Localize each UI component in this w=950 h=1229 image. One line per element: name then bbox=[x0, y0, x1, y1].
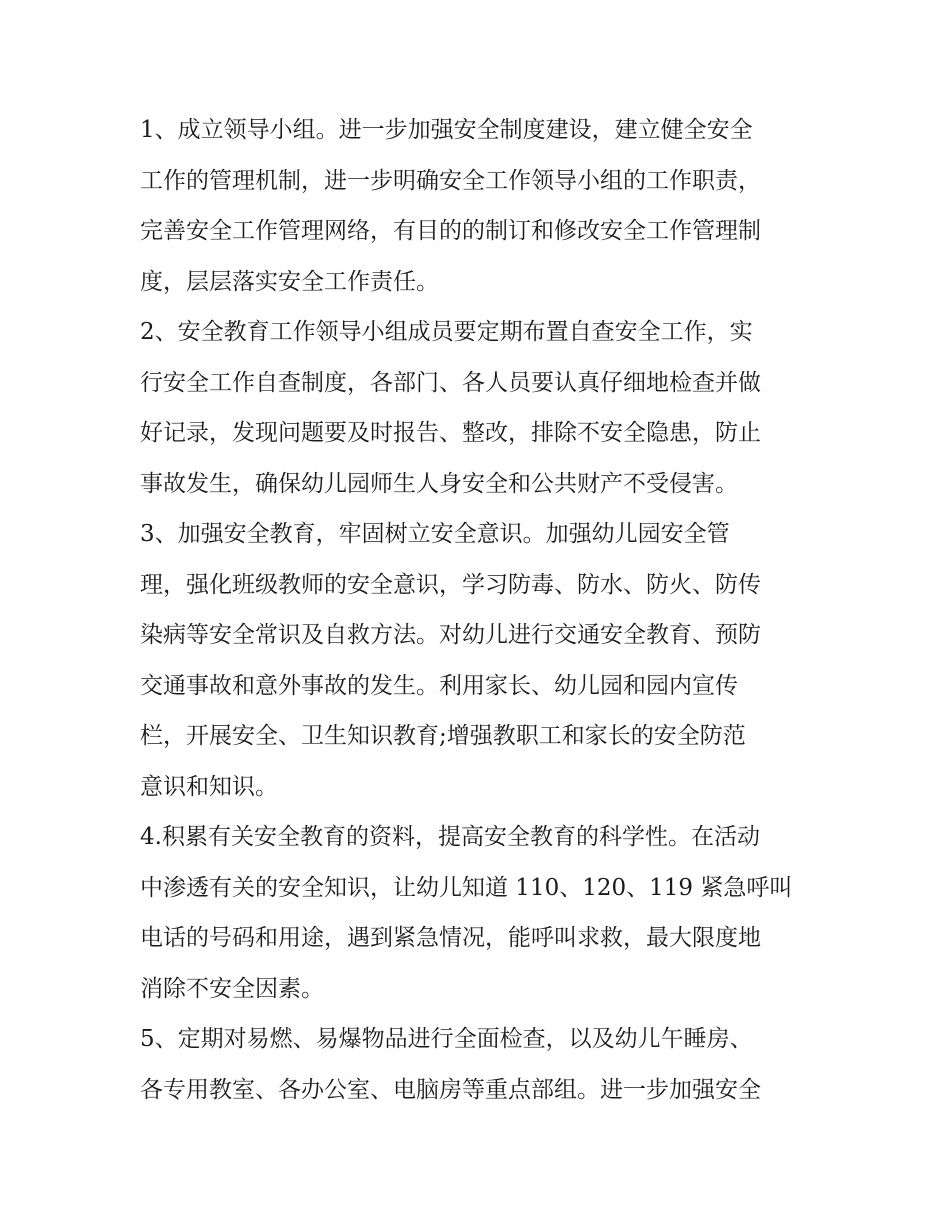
text-line: 行安全工作自查制度，各部门、各人员要认真仔细地检查并做 bbox=[140, 369, 761, 396]
text-line: 意识和知识。 bbox=[140, 773, 278, 800]
text-line: 3、加强安全教育，牢固树立安全意识。加强幼儿园安全管 bbox=[140, 521, 730, 547]
text-line: 4.积累有关安全教育的资料，提高安全教育的科学性。在活动 bbox=[140, 824, 760, 850]
text-line: 2、安全教育工作领导小组成员要定期布置自查安全工作，实 bbox=[140, 319, 753, 345]
text-line: 完善安全工作管理网络，有目的的制订和修改安全工作管理制 bbox=[140, 218, 761, 244]
document-body bbox=[140, 105, 820, 1115]
text-line: 消除不安全因素。 bbox=[140, 975, 324, 1002]
text-line: 5、定期对易燃、易爆物品进行全面检查，以及幼儿午睡房、 bbox=[140, 1026, 753, 1052]
text-line: 好记录，发现问题要及时报告、整改，排除不安全隐患，防止 bbox=[140, 420, 761, 446]
text-line: 1、成立领导小组。进一步加强安全制度建设，建立健全安全 bbox=[140, 117, 753, 143]
text-line: 度，层层落实安全工作责任。 bbox=[140, 268, 439, 295]
text-line: 理，强化班级教师的安全意识，学习防毒、防水、防火、防传 bbox=[140, 571, 761, 598]
text-line: 电话的号码和用途，遇到紧急情况，能呼叫求救，最大限度地 bbox=[140, 925, 761, 951]
text-line: 各专用教室、各办公室、电脑房等重点部组。进一步加强安全 bbox=[140, 1076, 761, 1103]
text-line: 栏，开展安全、卫生知识教育;增强教职工和家长的安全防范 bbox=[140, 723, 746, 749]
text-line: 中渗透有关的安全知识，让幼儿知道 110、120、119 紧急呼叫 bbox=[140, 874, 793, 901]
text-line: 工作的管理机制，进一步明确安全工作领导小组的工作职责， bbox=[140, 167, 761, 194]
text-line: 交通事故和意外事故的发生。利用家长、幼儿园和园内宣传 bbox=[140, 672, 738, 699]
text-line: 染病等安全常识及自救方法。对幼儿进行交通安全教育、预防 bbox=[140, 622, 761, 648]
text-line: 事故发生，确保幼儿园师生人身安全和公共财产不受侵害。 bbox=[140, 470, 738, 497]
